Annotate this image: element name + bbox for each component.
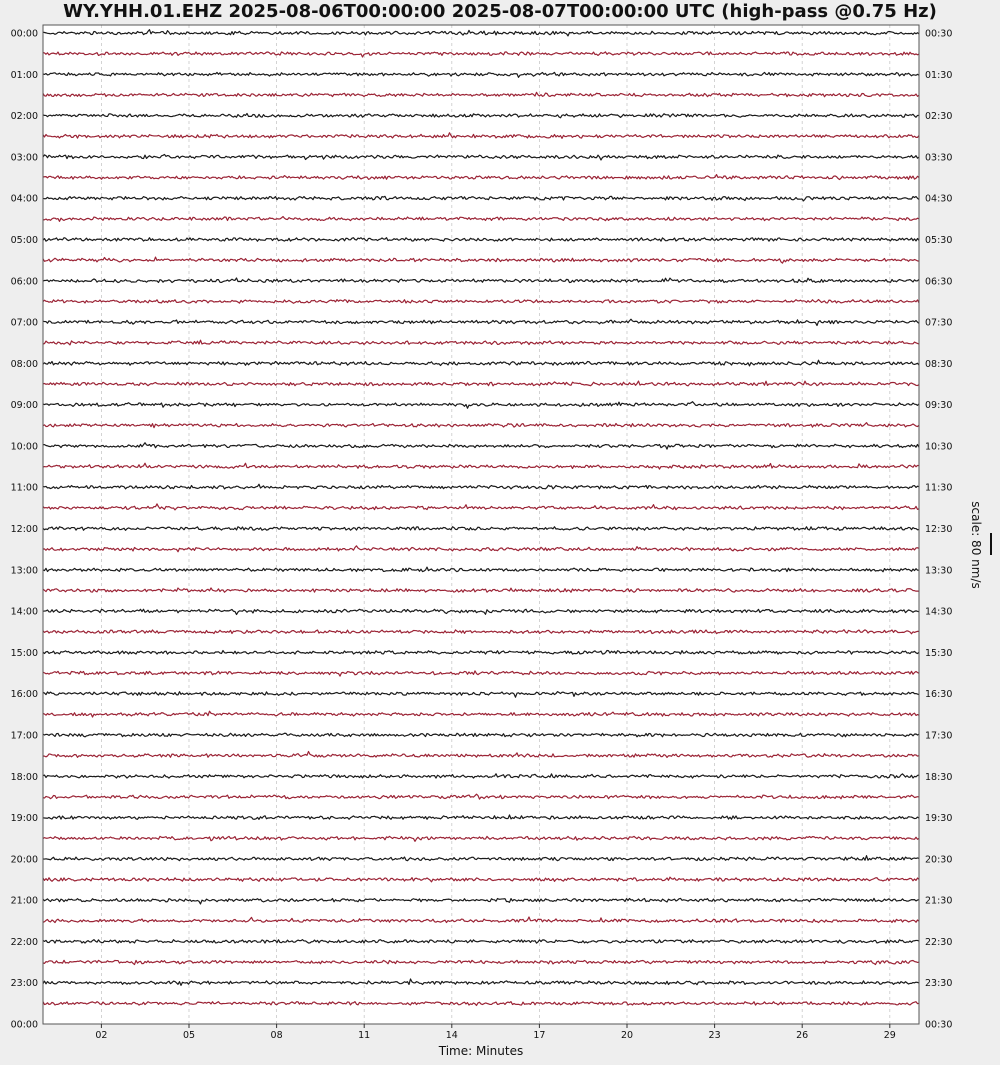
- right-hour-label: 01:30: [925, 69, 953, 81]
- right-hour-label: 22:30: [925, 936, 953, 948]
- x-tick-label: 02: [95, 1030, 108, 1041]
- left-hour-label: 13:00: [10, 565, 38, 577]
- right-hour-label: 13:30: [925, 565, 953, 577]
- chart-title: WY.YHH.01.EHZ 2025-08-06T00:00:00 2025-08-07T00:00:00 UTC (high-pass @0.75 Hz): [63, 1, 937, 22]
- left-hour-label: 19:00: [10, 813, 38, 825]
- x-tick-label: 20: [620, 1030, 634, 1041]
- x-axis-ticks: [95, 1024, 895, 1041]
- left-hour-label: 17:00: [10, 730, 38, 742]
- right-hour-label: 11:30: [925, 482, 953, 494]
- right-hour-label: 10:30: [925, 441, 953, 453]
- right-hour-label: 21:30: [925, 895, 953, 907]
- left-hour-label: 07:00: [10, 317, 38, 329]
- left-hour-label: 00:00: [10, 28, 38, 40]
- x-tick-label: 17: [533, 1030, 546, 1041]
- left-hour-label: 06:00: [10, 276, 38, 288]
- left-hour-label: 10:00: [10, 441, 38, 453]
- x-tick-label: 05: [182, 1030, 196, 1041]
- x-tick-label: 11: [358, 1030, 371, 1041]
- right-hour-label: 15:30: [925, 647, 953, 659]
- right-hour-label: 12:30: [925, 524, 953, 535]
- x-tick-label: 29: [883, 1030, 896, 1041]
- right-hour-label: 19:30: [925, 813, 953, 825]
- x-axis-title: Time: Minutes: [438, 1044, 524, 1058]
- right-hour-label: 02:30: [925, 111, 953, 123]
- left-hour-label: 12:00: [10, 524, 38, 535]
- left-hour-label: 18:00: [10, 771, 38, 783]
- scale-label: scale: 80 nm/s: [969, 501, 983, 589]
- left-hour-label: 08:00: [10, 358, 38, 370]
- left-hour-label: 21:00: [10, 895, 38, 907]
- right-hour-label: 06:30: [925, 276, 953, 288]
- right-hour-label: 03:30: [925, 152, 953, 164]
- scale-indicator: [969, 501, 991, 588]
- right-hour-label: 07:30: [925, 317, 953, 329]
- left-hour-label: 23:00: [10, 978, 38, 990]
- x-tick-label: 26: [796, 1030, 809, 1041]
- plot-area: [43, 25, 919, 1024]
- left-hour-label: 16:00: [10, 689, 38, 701]
- right-hour-label: 05:30: [925, 234, 953, 246]
- left-hour-label: 11:00: [10, 482, 38, 494]
- left-hour-label: 20:00: [10, 854, 38, 866]
- left-hour-label: 09:00: [10, 400, 38, 412]
- x-tick-label: 14: [445, 1030, 458, 1041]
- left-hour-label: 05:00: [10, 234, 38, 246]
- left-hour-label: 03:00: [10, 152, 38, 164]
- left-hour-label: 14:00: [10, 606, 38, 618]
- right-hour-label: 23:30: [925, 978, 953, 990]
- right-hour-label: 18:30: [925, 771, 953, 783]
- right-hour-label: 00:30: [925, 28, 953, 40]
- left-hour-label: 22:00: [10, 936, 38, 948]
- left-hour-label: 00:00: [10, 1019, 38, 1031]
- right-hour-label: 17:30: [925, 730, 953, 742]
- right-hour-label: 00:30: [925, 1019, 953, 1031]
- left-hour-labels: [11, 29, 38, 1031]
- right-hour-label: 14:30: [925, 606, 953, 618]
- left-hour-label: 04:00: [10, 193, 38, 205]
- right-hour-label: 08:30: [925, 358, 953, 370]
- right-hour-label: 09:30: [925, 400, 953, 412]
- left-hour-label: 02:00: [10, 111, 38, 123]
- right-hour-labels: [925, 29, 952, 1031]
- right-hour-label: 20:30: [925, 854, 953, 866]
- right-hour-label: 16:30: [925, 689, 953, 701]
- left-hour-label: 15:00: [10, 647, 38, 659]
- right-hour-label: 04:30: [925, 193, 953, 205]
- left-hour-label: 01:00: [10, 69, 38, 81]
- x-tick-label: 23: [708, 1030, 721, 1041]
- x-tick-label: 08: [270, 1030, 283, 1041]
